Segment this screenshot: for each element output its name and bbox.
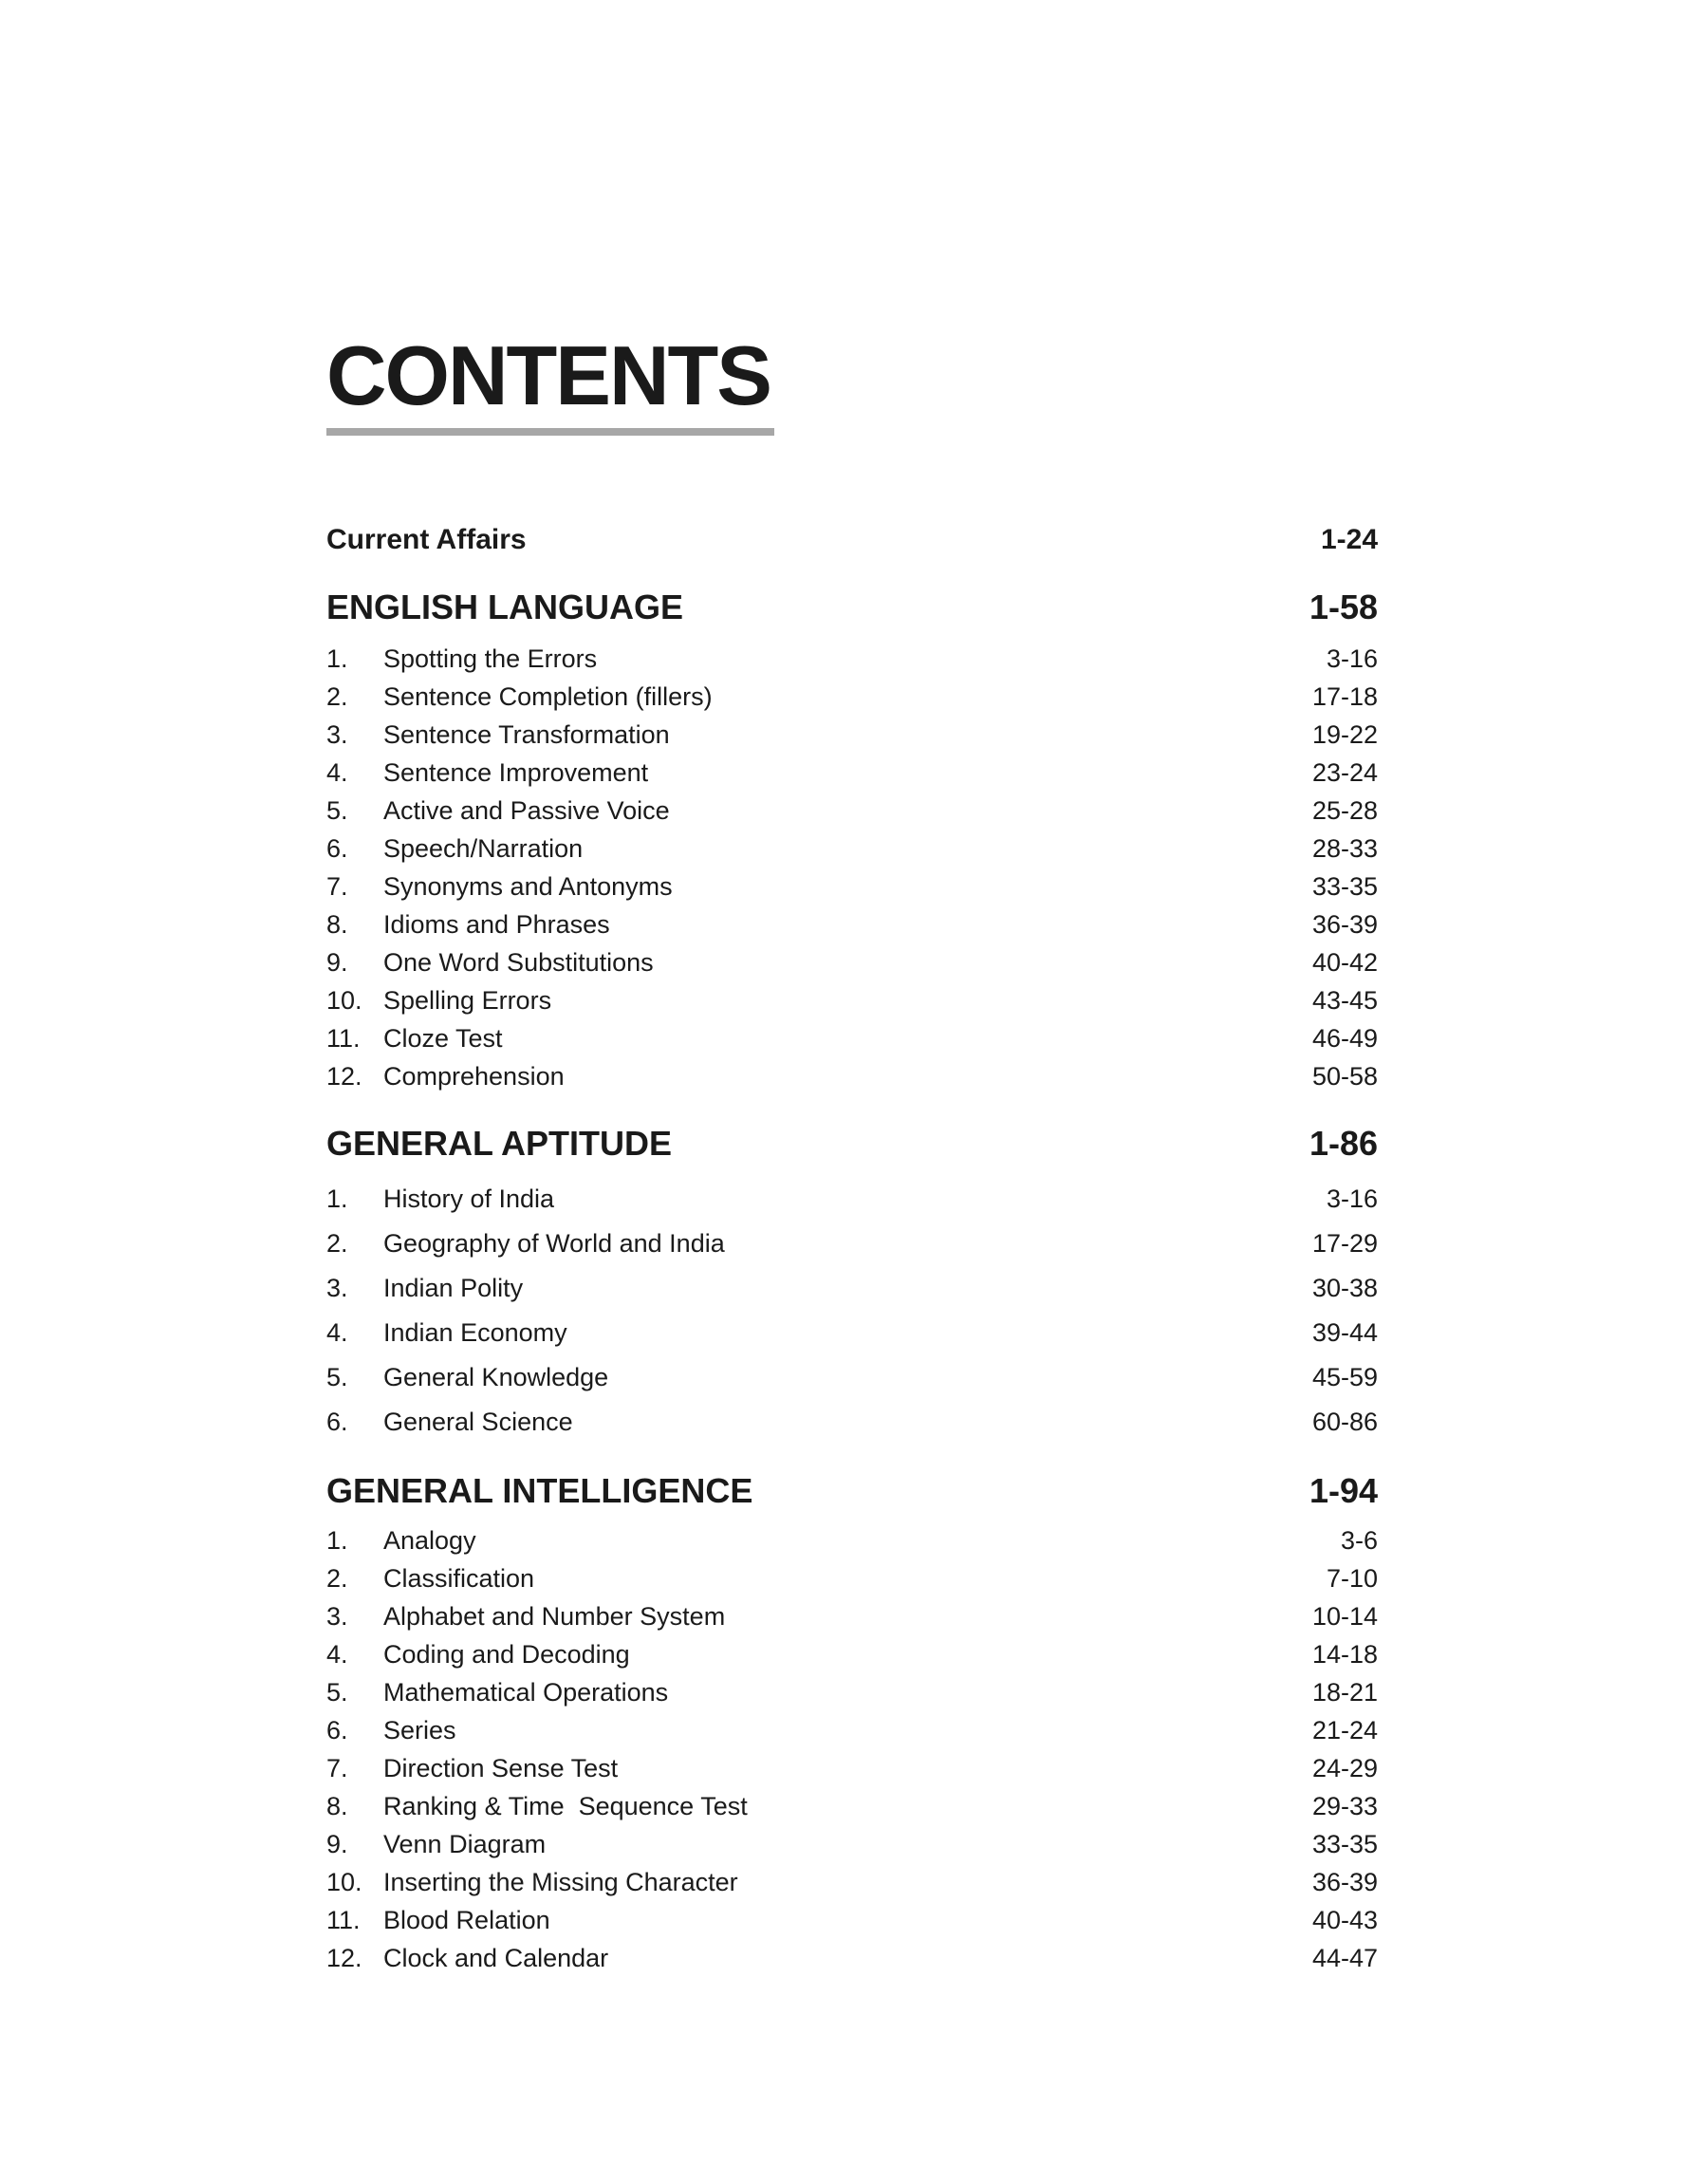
item-label: Analogy xyxy=(383,1526,476,1555)
item-number: 8. xyxy=(326,910,348,939)
item-pages: 39-44 xyxy=(1311,1318,1378,1347)
item-number: 6. xyxy=(326,1408,348,1436)
item-number: 9. xyxy=(326,948,348,977)
item-label: Coding and Decoding xyxy=(383,1640,630,1669)
item-pages: 46-49 xyxy=(1311,1024,1378,1053)
item-label: Alphabet and Number System xyxy=(383,1602,726,1631)
item-number: 8. xyxy=(326,1792,348,1820)
item-pages: 25-28 xyxy=(1311,796,1378,825)
list-item xyxy=(326,1602,1378,1632)
item-number: 11. xyxy=(326,1906,361,1934)
list-item xyxy=(326,1906,1378,1935)
list-item xyxy=(326,834,1378,864)
item-pages: 28-33 xyxy=(1311,834,1378,863)
item-pages: 30-38 xyxy=(1311,1274,1378,1302)
list-item xyxy=(326,1229,1378,1259)
list-item xyxy=(326,682,1378,712)
item-pages: 17-29 xyxy=(1311,1229,1378,1258)
item-number: 3. xyxy=(326,1602,348,1631)
list-item xyxy=(326,1024,1378,1054)
item-pages: 50-58 xyxy=(1311,1062,1378,1091)
list-item xyxy=(326,1526,1378,1556)
item-pages: 18-21 xyxy=(1311,1678,1378,1707)
entry-pages: 1-24 xyxy=(1320,524,1378,555)
list-item xyxy=(326,1274,1378,1303)
list-item xyxy=(326,644,1378,674)
item-number: 3. xyxy=(326,1274,348,1302)
item-pages: 36-39 xyxy=(1311,910,1378,939)
item-label: General Knowledge xyxy=(383,1363,609,1391)
section-title: ENGLISH LANGUAGE xyxy=(326,588,684,626)
item-label: Mathematical Operations xyxy=(383,1678,669,1707)
list-item xyxy=(326,796,1378,826)
item-label: Active and Passive Voice xyxy=(383,796,670,825)
item-label: Idioms and Phrases xyxy=(383,910,610,939)
section-heading-aptitude xyxy=(326,1124,1378,1164)
list-item xyxy=(326,1363,1378,1392)
item-number: 10. xyxy=(326,986,362,1015)
list-item xyxy=(326,1716,1378,1745)
item-label: Cloze Test xyxy=(383,1024,503,1053)
title-underline xyxy=(326,428,774,436)
list-item xyxy=(326,1564,1378,1594)
item-pages: 14-18 xyxy=(1311,1640,1378,1669)
item-number: 7. xyxy=(326,872,348,901)
item-label: Sentence Improvement xyxy=(383,758,649,787)
item-pages: 60-86 xyxy=(1311,1408,1378,1436)
section-pages: 1-86 xyxy=(1309,1124,1378,1163)
item-label: Venn Diagram xyxy=(383,1830,547,1858)
item-pages: 40-42 xyxy=(1311,948,1378,977)
item-label: Blood Relation xyxy=(383,1906,550,1934)
item-number: 12. xyxy=(326,1062,362,1091)
section-title: GENERAL APTITUDE xyxy=(326,1124,673,1163)
list-item xyxy=(326,758,1378,788)
list-item xyxy=(326,1408,1378,1437)
list-item xyxy=(326,1678,1378,1707)
item-label: Synonyms and Antonyms xyxy=(383,872,673,901)
item-pages: 40-43 xyxy=(1311,1906,1378,1934)
item-pages: 3-6 xyxy=(1340,1526,1378,1555)
section-pages: 1-58 xyxy=(1309,588,1378,626)
item-pages: 44-47 xyxy=(1311,1944,1378,1972)
item-number: 4. xyxy=(326,758,348,787)
item-label: Indian Economy xyxy=(383,1318,567,1347)
item-pages: 24-29 xyxy=(1311,1754,1378,1782)
item-pages: 7-10 xyxy=(1326,1564,1378,1593)
item-label: Ranking & Time Sequence Test xyxy=(383,1792,748,1820)
item-pages: 17-18 xyxy=(1311,682,1378,711)
item-label: Comprehension xyxy=(383,1062,565,1091)
page-title: CONTENTS xyxy=(326,328,770,422)
item-label: Classification xyxy=(383,1564,535,1593)
item-pages: 3-16 xyxy=(1326,1185,1378,1213)
item-number: 2. xyxy=(326,682,348,711)
item-number: 1. xyxy=(326,1526,348,1555)
item-number: 4. xyxy=(326,1640,348,1669)
item-pages: 10-14 xyxy=(1311,1602,1378,1631)
item-number: 1. xyxy=(326,644,348,673)
item-number: 6. xyxy=(326,1716,348,1745)
item-number: 7. xyxy=(326,1754,348,1782)
item-number: 12. xyxy=(326,1944,362,1972)
item-label: Sentence Completion (fillers) xyxy=(383,682,713,711)
current-affairs-row xyxy=(326,524,1378,556)
item-label: One Word Substitutions xyxy=(383,948,654,977)
list-item xyxy=(326,1185,1378,1214)
item-label: History of India xyxy=(383,1185,555,1213)
item-number: 3. xyxy=(326,720,348,749)
list-item xyxy=(326,1944,1378,1973)
list-item xyxy=(326,1640,1378,1670)
entry-label: Current Affairs xyxy=(326,524,527,555)
section-title: GENERAL INTELLIGENCE xyxy=(326,1471,753,1510)
list-item xyxy=(326,1792,1378,1821)
item-pages: 33-35 xyxy=(1311,1830,1378,1858)
item-label: Speech/Narration xyxy=(383,834,584,863)
item-label: Direction Sense Test xyxy=(383,1754,619,1782)
item-number: 5. xyxy=(326,1363,348,1391)
item-number: 6. xyxy=(326,834,348,863)
item-pages: 23-24 xyxy=(1311,758,1378,787)
item-pages: 33-35 xyxy=(1311,872,1378,901)
section-heading-english xyxy=(326,588,1378,627)
item-number: 5. xyxy=(326,1678,348,1707)
item-label: Series xyxy=(383,1716,456,1745)
item-number: 1. xyxy=(326,1185,348,1213)
section-heading-intelligence xyxy=(326,1471,1378,1511)
item-label: Sentence Transformation xyxy=(383,720,670,749)
list-item xyxy=(326,986,1378,1016)
item-label: Spelling Errors xyxy=(383,986,552,1015)
item-label: Indian Polity xyxy=(383,1274,524,1302)
list-item xyxy=(326,1754,1378,1783)
item-number: 9. xyxy=(326,1830,348,1858)
list-item xyxy=(326,1830,1378,1859)
list-item xyxy=(326,1318,1378,1348)
item-number: 10. xyxy=(326,1868,362,1896)
list-item xyxy=(326,1062,1378,1092)
item-number: 4. xyxy=(326,1318,348,1347)
item-label: Geography of World and India xyxy=(383,1229,725,1258)
item-label: General Science xyxy=(383,1408,573,1436)
list-item xyxy=(326,1868,1378,1897)
item-pages: 21-24 xyxy=(1311,1716,1378,1745)
item-number: 11. xyxy=(326,1024,361,1053)
list-item xyxy=(326,720,1378,750)
item-label: Inserting the Missing Character xyxy=(383,1868,738,1896)
list-item xyxy=(326,910,1378,940)
item-pages: 43-45 xyxy=(1311,986,1378,1015)
item-number: 2. xyxy=(326,1229,348,1258)
item-label: Clock and Calendar xyxy=(383,1944,609,1972)
item-pages: 19-22 xyxy=(1311,720,1378,749)
item-number: 2. xyxy=(326,1564,348,1593)
list-item xyxy=(326,872,1378,902)
item-label: Spotting the Errors xyxy=(383,644,598,673)
item-pages: 36-39 xyxy=(1311,1868,1378,1896)
list-item xyxy=(326,948,1378,978)
item-pages: 45-59 xyxy=(1311,1363,1378,1391)
section-pages: 1-94 xyxy=(1309,1471,1378,1510)
item-pages: 3-16 xyxy=(1326,644,1378,673)
item-pages: 29-33 xyxy=(1311,1792,1378,1820)
item-number: 5. xyxy=(326,796,348,825)
